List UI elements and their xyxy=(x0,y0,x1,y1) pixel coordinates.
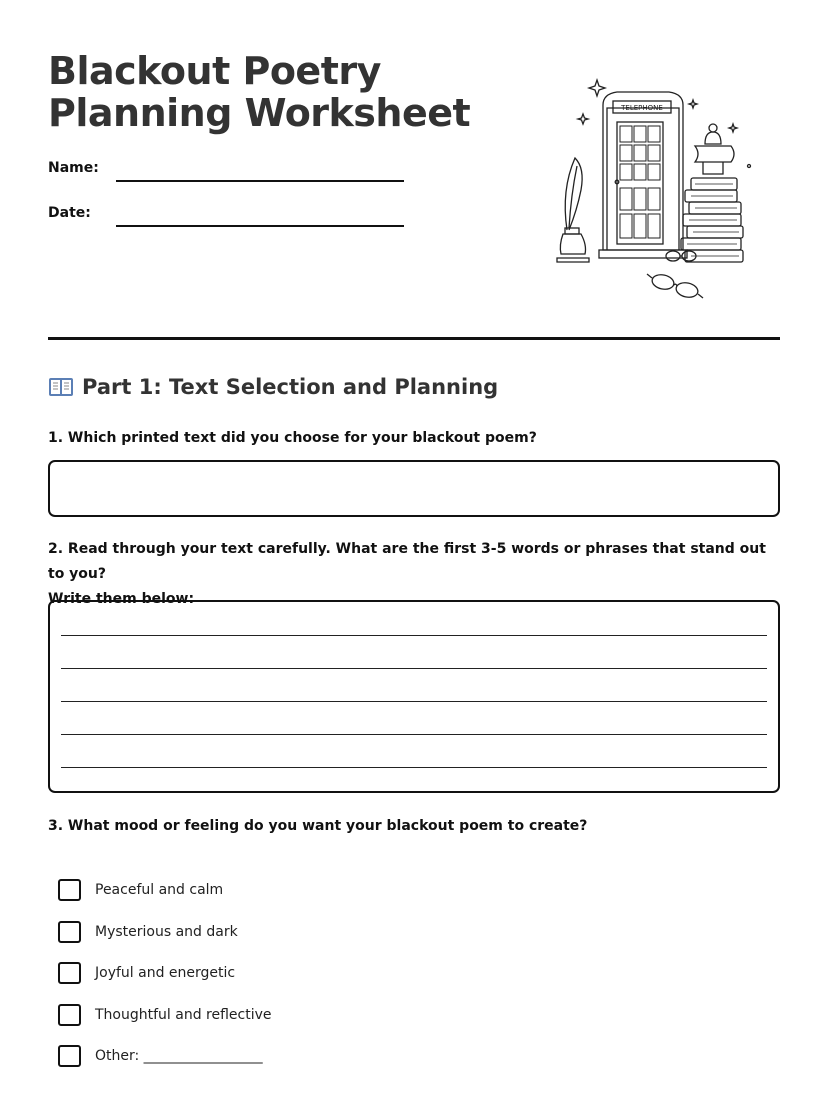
checkbox[interactable] xyxy=(58,921,81,943)
answer-box-2[interactable] xyxy=(48,600,780,793)
page-title xyxy=(48,50,470,134)
option-label: Joyful and energetic xyxy=(95,965,236,981)
date-field[interactable] xyxy=(116,225,404,227)
question-3: 3. What mood or feeling do you want your blackout poem to create? xyxy=(48,818,588,834)
question-1: 1. Which printed text did you choose for your blackout poem? xyxy=(48,430,537,446)
option-label: Peaceful and calm xyxy=(95,882,224,898)
question-2-line-1: 2. Read through your text carefully. What are the first 3-5 words or phrases that stand out to you? xyxy=(48,541,766,582)
header-divider xyxy=(48,337,780,340)
mood-option[interactable] xyxy=(58,879,223,901)
book-stack-icon xyxy=(681,178,743,262)
writing-line xyxy=(61,767,767,768)
mood-option[interactable] xyxy=(58,1004,272,1026)
part1-title: Part 1: Text Selection and Planning xyxy=(82,375,499,399)
writing-line xyxy=(61,668,767,669)
quill-inkwell-icon xyxy=(557,158,589,262)
open-book-icon xyxy=(48,376,74,398)
lamp-icon xyxy=(695,124,734,174)
mood-option[interactable] xyxy=(58,921,238,943)
option-label: Other: _________________ xyxy=(95,1048,263,1064)
telephone-booth-icon xyxy=(599,92,687,258)
glasses-icon xyxy=(647,273,703,299)
option-label: Mysterious and dark xyxy=(95,924,238,940)
writing-line xyxy=(61,635,767,636)
date-label: Date: xyxy=(48,205,91,221)
title-line-1: Blackout Poetry xyxy=(48,49,381,93)
checkbox[interactable] xyxy=(58,879,81,901)
checkbox[interactable] xyxy=(58,1004,81,1026)
mood-option-other[interactable] xyxy=(58,1045,263,1067)
question-2-line-2: Write them below: xyxy=(48,591,195,607)
option-label: Thoughtful and reflective xyxy=(95,1007,272,1023)
title-line-2: Planning Worksheet xyxy=(48,91,471,135)
mood-option[interactable] xyxy=(58,962,235,984)
name-field[interactable] xyxy=(116,180,404,182)
sparkle-icon xyxy=(578,80,751,168)
part1-heading xyxy=(48,375,498,399)
checkbox[interactable] xyxy=(58,962,81,984)
booth-sign: TELEPHONE xyxy=(621,104,663,112)
writing-line xyxy=(61,734,767,735)
telephone-booth-illustration xyxy=(545,70,765,310)
checkbox[interactable] xyxy=(58,1045,81,1067)
answer-box-1[interactable] xyxy=(48,460,780,517)
writing-line xyxy=(61,701,767,702)
name-label: Name: xyxy=(48,160,99,176)
